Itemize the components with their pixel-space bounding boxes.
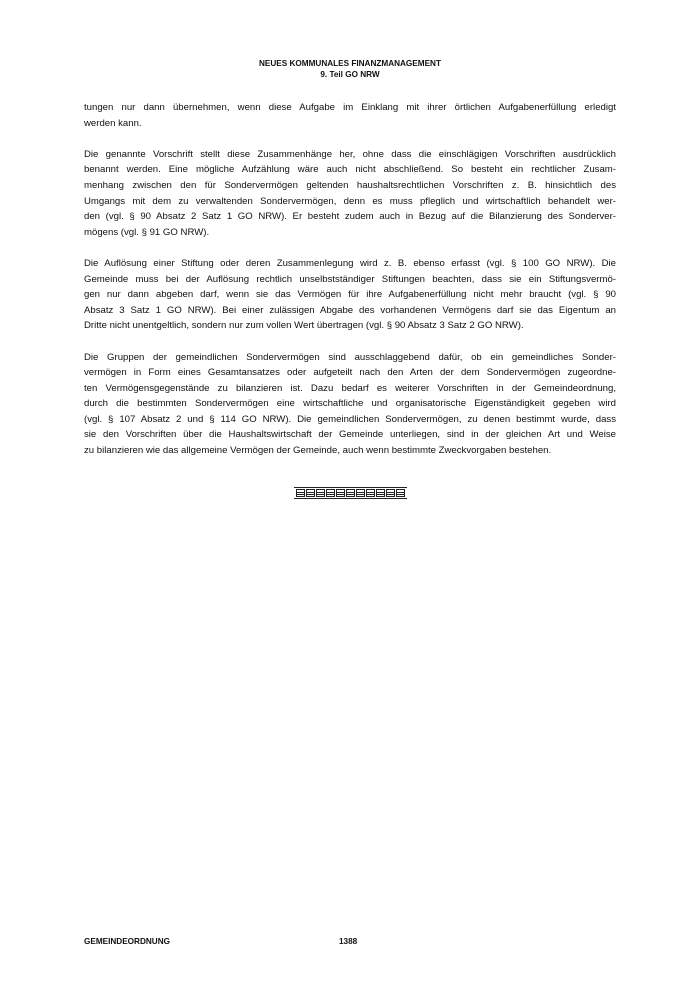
section-separator [0, 487, 700, 499]
text-line: gen nur dann abgeben darf, wenn sie das Vermögen für ihre Aufgabenerfüllung nicht mehr braucht (vgl. § 90 [84, 289, 616, 301]
ornament-cell [296, 489, 305, 497]
text-line: Dritte nicht unentgeltlich, sondern nur zum vollen Wert übertragen (vgl. § 90 Absatz 3 Satz 2 GO NRW). [84, 320, 524, 332]
text-line: Die Gruppen der gemeindlichen Sondervermögen sind ausschlaggebend dafür, ob ein gemeindliches Sonder- [84, 351, 616, 363]
text-line: ten Vermögensgegenstände zu bilanzieren ist. Dazu bedarf es weiterer Vorschriften in der Gemeindeordnung, [84, 382, 616, 394]
ornament-cell [316, 489, 325, 497]
section-end-ornament-icon [294, 487, 407, 499]
text-line: Gemeinde muss bei der Auflösung rechtlich unselbstständiger Stiftungen beachten, dass sie ein Stiftungsvermö- [84, 273, 616, 285]
text-line: menhang zwischen den für Sondervermögen geltenden haushaltsrechtlichen Vorschriften z. B. hinsichtlich des [84, 179, 616, 191]
header-subtitle: 9. Teil GO NRW [320, 70, 380, 79]
text-line: durch die bestimmten Sondervermögen eine wirtschaftliche und organisatorische Eigenständigkeit gegeben wird [84, 398, 616, 410]
text-line: mögens (vgl. § 91 GO NRW). [84, 226, 210, 238]
text-line: werden kann. [84, 117, 142, 129]
body-paragraph [84, 256, 616, 334]
footer-document-name: GEMEINDEORDNUNG [84, 937, 170, 946]
body-paragraph [84, 147, 616, 241]
text-line: Die genannte Vorschrift stellt diese Zusammenhänge her, ohne dass die einschlägigen Vorschriften ausdrücklich [84, 148, 616, 160]
page-number: 1388 [339, 937, 358, 946]
ornament-cell [326, 489, 335, 497]
ornament-cell [306, 489, 315, 497]
ornament-cell [376, 489, 385, 497]
text-line: benannt werden. Eine mögliche Aufzählung wäre auch nicht abschließend. So besteht ein rechtlicher Zusam- [84, 164, 616, 176]
page-header [0, 58, 700, 80]
body-paragraph [84, 100, 616, 131]
ornament-cell [396, 489, 405, 497]
text-line: (vgl. § 107 Absatz 2 und § 114 GO NRW). Die gemeindlichen Sondervermögen, zu denen bestimmt wurde, dass [84, 413, 616, 425]
text-line: den (vgl. § 90 Absatz 2 Satz 1 GO NRW). Er besteht zudem auch in Bezug auf die Bilanzierung des Sonderver- [84, 211, 616, 223]
text-line: sie den Vorschriften über die Haushaltswirtschaft der Gemeinde unterliegen, sind in der gleichen Art und Weise [84, 429, 616, 441]
text-line: Die Auflösung einer Stiftung oder deren Zusammenlegung wird z. B. ebenso erfasst (vgl. § 100 GO NRW). Die [84, 257, 616, 269]
ornament-cell [356, 489, 365, 497]
text-line: vermögen in Form eines Gesamtansatzes oder aufgeteilt nach den Arten der dem Sondervermögen zugeordne- [84, 367, 616, 379]
ornament-cell [346, 489, 355, 497]
text-line: zu bilanzieren wie das allgemeine Vermögen der Gemeinde, auch wenn bestimmte Zweckvorgaben bestehen. [84, 445, 552, 457]
ornament-cell [386, 489, 395, 497]
header-title: NEUES KOMMUNALES FINANZMANAGEMENT [259, 59, 441, 68]
text-line: Umgangs mit dem zu verwaltenden Sondervermögen, denn es muss pfleglich und wirtschaftlich behandelt wer- [84, 195, 616, 207]
ornament-cell [366, 489, 375, 497]
main-content [84, 100, 616, 474]
text-line: Absatz 3 Satz 1 GO NRW). Bei einer zulässigen Abgabe des vorhandenen Vermögens darf sie das Eigentum an [84, 304, 616, 316]
ornament-cell [336, 489, 345, 497]
body-paragraph [84, 350, 616, 459]
text-line: tungen nur dann übernehmen, wenn diese Aufgabe im Einklang mit ihrer örtlichen Aufgabenerfüllung erledigt [84, 102, 616, 113]
